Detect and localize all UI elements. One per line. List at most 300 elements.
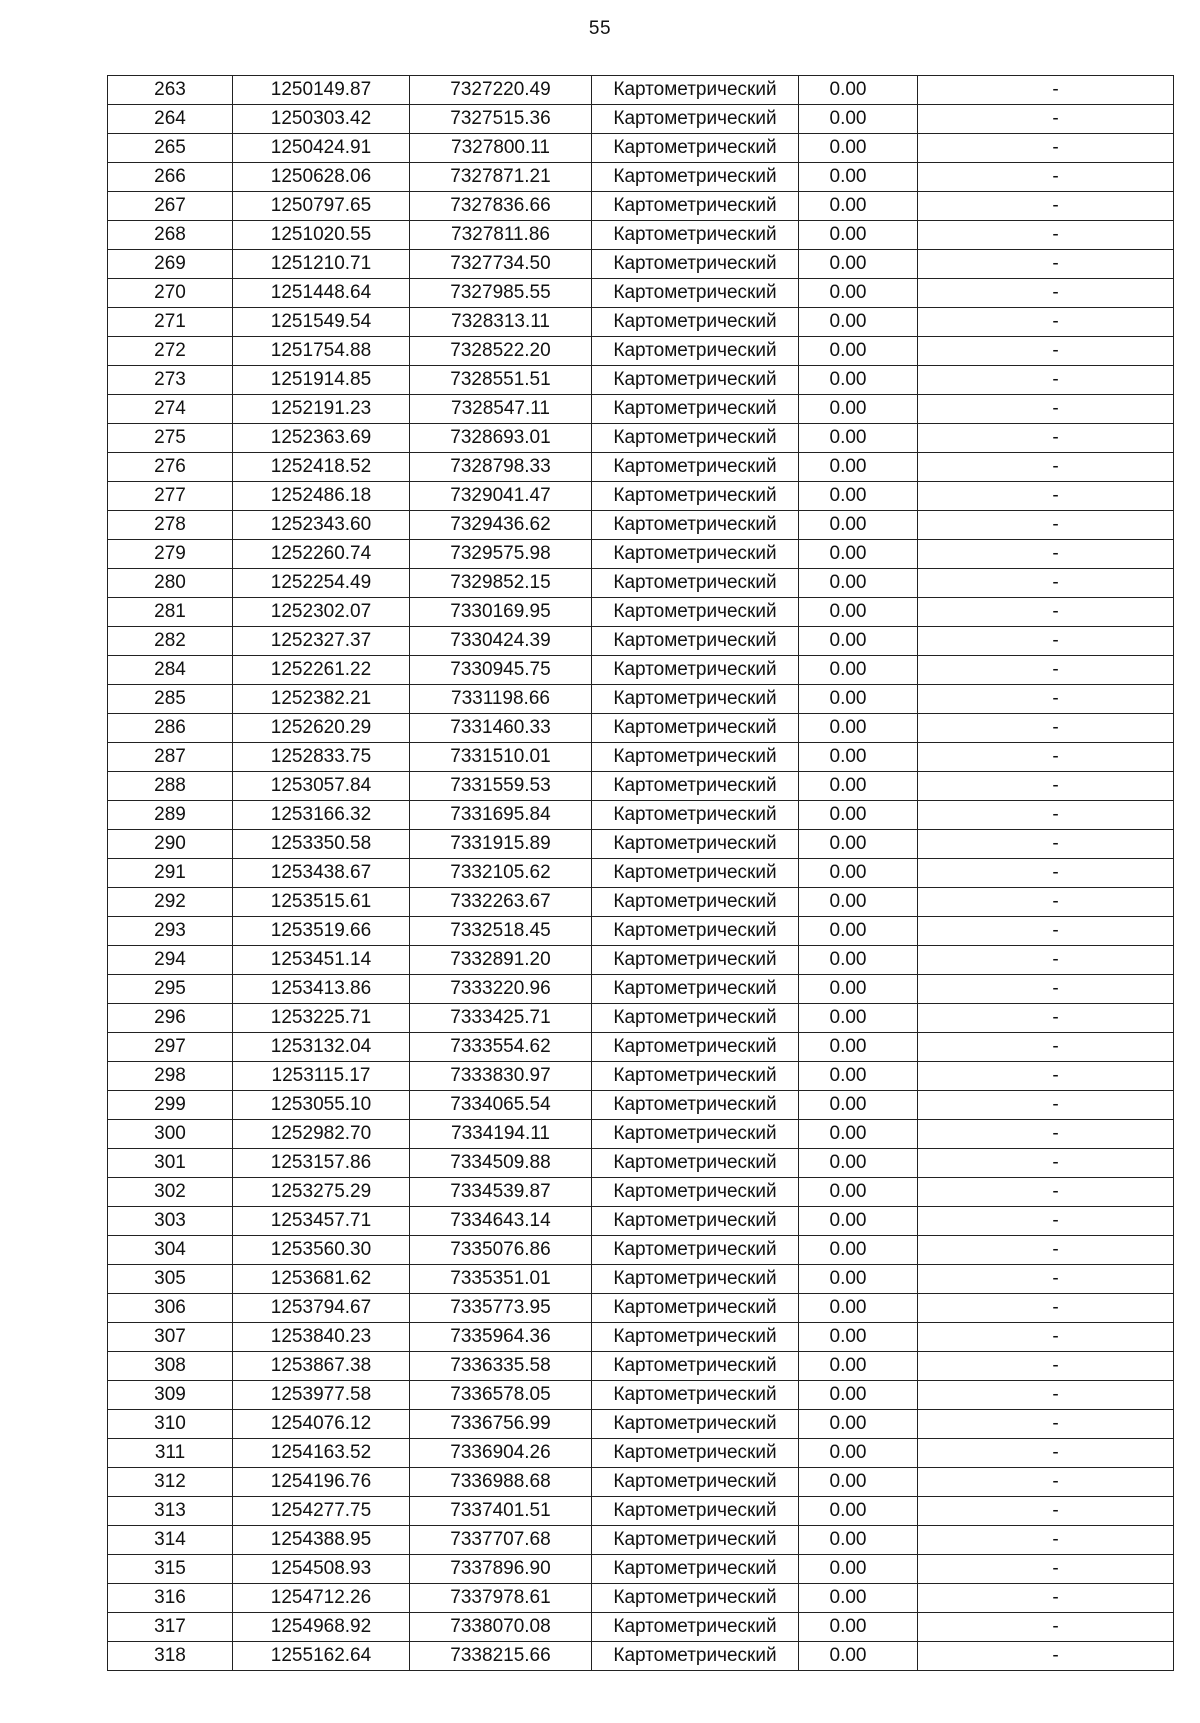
y-coordinate-cell: 7336335.58 (410, 1352, 592, 1381)
x-coordinate-cell: 1252486.18 (233, 482, 410, 511)
x-coordinate-cell: 1252363.69 (233, 424, 410, 453)
y-coordinate-cell: 7329436.62 (410, 511, 592, 540)
table-row (108, 888, 1174, 917)
y-coordinate-cell: 7327836.66 (410, 192, 592, 221)
method-cell: Картометрический (592, 743, 799, 772)
y-coordinate-cell: 7332263.67 (410, 888, 592, 917)
y-coordinate-cell: 7329852.15 (410, 569, 592, 598)
x-coordinate-cell: 1254508.93 (233, 1555, 410, 1584)
accuracy-cell: 0.00 (799, 685, 918, 714)
method-cell: Картометрический (592, 337, 799, 366)
x-coordinate-cell: 1252382.21 (233, 685, 410, 714)
description-cell: - (918, 946, 1174, 975)
x-coordinate-cell: 1254076.12 (233, 1410, 410, 1439)
description-cell: - (918, 1642, 1174, 1671)
y-coordinate-cell: 7328693.01 (410, 424, 592, 453)
accuracy-cell: 0.00 (799, 1468, 918, 1497)
point-number-cell: 286 (108, 714, 233, 743)
y-coordinate-cell: 7330169.95 (410, 598, 592, 627)
method-cell: Картометрический (592, 1381, 799, 1410)
y-coordinate-cell: 7333554.62 (410, 1033, 592, 1062)
description-cell: - (918, 1149, 1174, 1178)
accuracy-cell: 0.00 (799, 482, 918, 511)
method-cell: Картометрический (592, 1613, 799, 1642)
table-row (108, 482, 1174, 511)
y-coordinate-cell: 7334509.88 (410, 1149, 592, 1178)
description-cell: - (918, 1062, 1174, 1091)
description-cell: - (918, 366, 1174, 395)
table-row (108, 1294, 1174, 1323)
description-cell: - (918, 743, 1174, 772)
description-cell: - (918, 1555, 1174, 1584)
description-cell: - (918, 482, 1174, 511)
accuracy-cell: 0.00 (799, 1236, 918, 1265)
x-coordinate-cell: 1253166.32 (233, 801, 410, 830)
y-coordinate-cell: 7335773.95 (410, 1294, 592, 1323)
point-number-cell: 275 (108, 424, 233, 453)
table-row (108, 1207, 1174, 1236)
method-cell: Картометрический (592, 1207, 799, 1236)
table-row (108, 1526, 1174, 1555)
y-coordinate-cell: 7336756.99 (410, 1410, 592, 1439)
method-cell: Картометрический (592, 975, 799, 1004)
table-row (108, 1352, 1174, 1381)
y-coordinate-cell: 7329575.98 (410, 540, 592, 569)
x-coordinate-cell: 1250797.65 (233, 192, 410, 221)
point-number-cell: 297 (108, 1033, 233, 1062)
accuracy-cell: 0.00 (799, 134, 918, 163)
method-cell: Картометрический (592, 859, 799, 888)
x-coordinate-cell: 1252191.23 (233, 395, 410, 424)
method-cell: Картометрический (592, 1410, 799, 1439)
accuracy-cell: 0.00 (799, 714, 918, 743)
accuracy-cell: 0.00 (799, 1004, 918, 1033)
y-coordinate-cell: 7327515.36 (410, 105, 592, 134)
table-row (108, 569, 1174, 598)
accuracy-cell: 0.00 (799, 1178, 918, 1207)
x-coordinate-cell: 1253438.67 (233, 859, 410, 888)
accuracy-cell: 0.00 (799, 1642, 918, 1671)
x-coordinate-cell: 1251549.54 (233, 308, 410, 337)
point-number-cell: 269 (108, 250, 233, 279)
y-coordinate-cell: 7334194.11 (410, 1120, 592, 1149)
table-row (108, 975, 1174, 1004)
method-cell: Картометрический (592, 1062, 799, 1091)
point-number-cell: 311 (108, 1439, 233, 1468)
y-coordinate-cell: 7336904.26 (410, 1439, 592, 1468)
accuracy-cell: 0.00 (799, 888, 918, 917)
method-cell: Картометрический (592, 1004, 799, 1033)
x-coordinate-cell: 1252620.29 (233, 714, 410, 743)
accuracy-cell: 0.00 (799, 1033, 918, 1062)
table-row (108, 1381, 1174, 1410)
description-cell: - (918, 221, 1174, 250)
method-cell: Картометрический (592, 540, 799, 569)
accuracy-cell: 0.00 (799, 366, 918, 395)
accuracy-cell: 0.00 (799, 192, 918, 221)
x-coordinate-cell: 1254277.75 (233, 1497, 410, 1526)
page-number: 55 (588, 18, 612, 39)
table-row (108, 1468, 1174, 1497)
accuracy-cell: 0.00 (799, 801, 918, 830)
table-row (108, 1555, 1174, 1584)
x-coordinate-cell: 1253132.04 (233, 1033, 410, 1062)
y-coordinate-cell: 7337707.68 (410, 1526, 592, 1555)
method-cell: Картометрический (592, 395, 799, 424)
method-cell: Картометрический (592, 221, 799, 250)
y-coordinate-cell: 7331915.89 (410, 830, 592, 859)
y-coordinate-cell: 7331198.66 (410, 685, 592, 714)
accuracy-cell: 0.00 (799, 859, 918, 888)
method-cell: Картометрический (592, 627, 799, 656)
x-coordinate-cell: 1253515.61 (233, 888, 410, 917)
method-cell: Картометрический (592, 279, 799, 308)
x-coordinate-cell: 1253115.17 (233, 1062, 410, 1091)
point-number-cell: 272 (108, 337, 233, 366)
point-number-cell: 294 (108, 946, 233, 975)
description-cell: - (918, 830, 1174, 859)
y-coordinate-cell: 7332105.62 (410, 859, 592, 888)
point-number-cell: 277 (108, 482, 233, 511)
method-cell: Картометрический (592, 105, 799, 134)
method-cell: Картометрический (592, 830, 799, 859)
accuracy-cell: 0.00 (799, 627, 918, 656)
x-coordinate-cell: 1255162.64 (233, 1642, 410, 1671)
accuracy-cell: 0.00 (799, 975, 918, 1004)
table-row (108, 134, 1174, 163)
point-number-cell: 316 (108, 1584, 233, 1613)
accuracy-cell: 0.00 (799, 395, 918, 424)
table-row (108, 250, 1174, 279)
description-cell: - (918, 772, 1174, 801)
y-coordinate-cell: 7333220.96 (410, 975, 592, 1004)
table-row (108, 1613, 1174, 1642)
x-coordinate-cell: 1253977.58 (233, 1381, 410, 1410)
method-cell: Картометрический (592, 1120, 799, 1149)
point-number-cell: 281 (108, 598, 233, 627)
description-cell: - (918, 1410, 1174, 1439)
x-coordinate-cell: 1252302.07 (233, 598, 410, 627)
x-coordinate-cell: 1253457.71 (233, 1207, 410, 1236)
description-cell: - (918, 1613, 1174, 1642)
accuracy-cell: 0.00 (799, 1207, 918, 1236)
accuracy-cell: 0.00 (799, 105, 918, 134)
point-number-cell: 276 (108, 453, 233, 482)
description-cell: - (918, 279, 1174, 308)
x-coordinate-cell: 1251448.64 (233, 279, 410, 308)
point-number-cell: 298 (108, 1062, 233, 1091)
point-number-cell: 307 (108, 1323, 233, 1352)
method-cell: Картометрический (592, 308, 799, 337)
description-cell: - (918, 1323, 1174, 1352)
table-row (108, 279, 1174, 308)
point-number-cell: 271 (108, 308, 233, 337)
y-coordinate-cell: 7335076.86 (410, 1236, 592, 1265)
x-coordinate-cell: 1252833.75 (233, 743, 410, 772)
accuracy-cell: 0.00 (799, 76, 918, 105)
method-cell: Картометрический (592, 917, 799, 946)
point-number-cell: 306 (108, 1294, 233, 1323)
x-coordinate-cell: 1254196.76 (233, 1468, 410, 1497)
method-cell: Картометрический (592, 1352, 799, 1381)
x-coordinate-cell: 1252343.60 (233, 511, 410, 540)
y-coordinate-cell: 7329041.47 (410, 482, 592, 511)
x-coordinate-cell: 1253867.38 (233, 1352, 410, 1381)
method-cell: Картометрический (592, 801, 799, 830)
table-row (108, 1149, 1174, 1178)
table-row (108, 1323, 1174, 1352)
x-coordinate-cell: 1253519.66 (233, 917, 410, 946)
point-number-cell: 313 (108, 1497, 233, 1526)
description-cell: - (918, 1120, 1174, 1149)
method-cell: Картометрический (592, 511, 799, 540)
point-number-cell: 310 (108, 1410, 233, 1439)
accuracy-cell: 0.00 (799, 337, 918, 366)
x-coordinate-cell: 1253681.62 (233, 1265, 410, 1294)
y-coordinate-cell: 7328313.11 (410, 308, 592, 337)
table-row (108, 1091, 1174, 1120)
x-coordinate-cell: 1250628.06 (233, 163, 410, 192)
point-number-cell: 289 (108, 801, 233, 830)
y-coordinate-cell: 7327800.11 (410, 134, 592, 163)
description-cell: - (918, 859, 1174, 888)
description-cell: - (918, 192, 1174, 221)
table-row (108, 1033, 1174, 1062)
description-cell: - (918, 1091, 1174, 1120)
y-coordinate-cell: 7337896.90 (410, 1555, 592, 1584)
y-coordinate-cell: 7328551.51 (410, 366, 592, 395)
table-row (108, 801, 1174, 830)
description-cell: - (918, 1178, 1174, 1207)
accuracy-cell: 0.00 (799, 540, 918, 569)
x-coordinate-cell: 1252418.52 (233, 453, 410, 482)
method-cell: Картометрический (592, 1236, 799, 1265)
description-cell: - (918, 1236, 1174, 1265)
accuracy-cell: 0.00 (799, 743, 918, 772)
point-number-cell: 304 (108, 1236, 233, 1265)
point-number-cell: 265 (108, 134, 233, 163)
point-number-cell: 267 (108, 192, 233, 221)
method-cell: Картометрический (592, 1439, 799, 1468)
description-cell: - (918, 1439, 1174, 1468)
x-coordinate-cell: 1253840.23 (233, 1323, 410, 1352)
table-row (108, 685, 1174, 714)
accuracy-cell: 0.00 (799, 1497, 918, 1526)
table-row (108, 772, 1174, 801)
point-number-cell: 274 (108, 395, 233, 424)
accuracy-cell: 0.00 (799, 598, 918, 627)
point-number-cell: 290 (108, 830, 233, 859)
table-row (108, 76, 1174, 105)
table-row (108, 598, 1174, 627)
method-cell: Картометрический (592, 192, 799, 221)
y-coordinate-cell: 7330424.39 (410, 627, 592, 656)
method-cell: Картометрический (592, 1033, 799, 1062)
description-cell: - (918, 1207, 1174, 1236)
table-row (108, 308, 1174, 337)
accuracy-cell: 0.00 (799, 830, 918, 859)
y-coordinate-cell: 7338070.08 (410, 1613, 592, 1642)
method-cell: Картометрический (592, 772, 799, 801)
table-row (108, 163, 1174, 192)
method-cell: Картометрический (592, 366, 799, 395)
table-row (108, 1584, 1174, 1613)
method-cell: Картометрический (592, 569, 799, 598)
point-number-cell: 302 (108, 1178, 233, 1207)
description-cell: - (918, 801, 1174, 830)
description-cell: - (918, 308, 1174, 337)
table-row (108, 511, 1174, 540)
point-number-cell: 299 (108, 1091, 233, 1120)
description-cell: - (918, 685, 1174, 714)
y-coordinate-cell: 7337978.61 (410, 1584, 592, 1613)
point-number-cell: 315 (108, 1555, 233, 1584)
x-coordinate-cell: 1252254.49 (233, 569, 410, 598)
coordinates-table (107, 75, 1174, 1671)
accuracy-cell: 0.00 (799, 656, 918, 685)
x-coordinate-cell: 1254163.52 (233, 1439, 410, 1468)
table-row (108, 1062, 1174, 1091)
accuracy-cell: 0.00 (799, 250, 918, 279)
y-coordinate-cell: 7337401.51 (410, 1497, 592, 1526)
table-row (108, 1178, 1174, 1207)
description-cell: - (918, 627, 1174, 656)
description-cell: - (918, 1497, 1174, 1526)
accuracy-cell: 0.00 (799, 453, 918, 482)
point-number-cell: 282 (108, 627, 233, 656)
point-number-cell: 270 (108, 279, 233, 308)
y-coordinate-cell: 7331695.84 (410, 801, 592, 830)
method-cell: Картометрический (592, 1526, 799, 1555)
y-coordinate-cell: 7331510.01 (410, 743, 592, 772)
table-row (108, 424, 1174, 453)
description-cell: - (918, 540, 1174, 569)
point-number-cell: 318 (108, 1642, 233, 1671)
description-cell: - (918, 134, 1174, 163)
x-coordinate-cell: 1252260.74 (233, 540, 410, 569)
x-coordinate-cell: 1254968.92 (233, 1613, 410, 1642)
method-cell: Картометрический (592, 1497, 799, 1526)
coordinates-table-body (108, 76, 1174, 1671)
x-coordinate-cell: 1250303.42 (233, 105, 410, 134)
description-cell: - (918, 337, 1174, 366)
method-cell: Картометрический (592, 1584, 799, 1613)
table-row (108, 946, 1174, 975)
x-coordinate-cell: 1250149.87 (233, 76, 410, 105)
y-coordinate-cell: 7336578.05 (410, 1381, 592, 1410)
description-cell: - (918, 1526, 1174, 1555)
accuracy-cell: 0.00 (799, 1613, 918, 1642)
y-coordinate-cell: 7336988.68 (410, 1468, 592, 1497)
accuracy-cell: 0.00 (799, 1120, 918, 1149)
y-coordinate-cell: 7328798.33 (410, 453, 592, 482)
accuracy-cell: 0.00 (799, 772, 918, 801)
point-number-cell: 280 (108, 569, 233, 598)
y-coordinate-cell: 7334643.14 (410, 1207, 592, 1236)
x-coordinate-cell: 1252327.37 (233, 627, 410, 656)
table-row (108, 627, 1174, 656)
accuracy-cell: 0.00 (799, 1323, 918, 1352)
point-number-cell: 285 (108, 685, 233, 714)
table-row (108, 453, 1174, 482)
point-number-cell: 308 (108, 1352, 233, 1381)
method-cell: Картометрический (592, 424, 799, 453)
x-coordinate-cell: 1253057.84 (233, 772, 410, 801)
method-cell: Картометрический (592, 76, 799, 105)
x-coordinate-cell: 1253157.86 (233, 1149, 410, 1178)
method-cell: Картометрический (592, 888, 799, 917)
accuracy-cell: 0.00 (799, 221, 918, 250)
description-cell: - (918, 1468, 1174, 1497)
accuracy-cell: 0.00 (799, 1584, 918, 1613)
point-number-cell: 268 (108, 221, 233, 250)
x-coordinate-cell: 1253451.14 (233, 946, 410, 975)
accuracy-cell: 0.00 (799, 1149, 918, 1178)
point-number-cell: 291 (108, 859, 233, 888)
y-coordinate-cell: 7330945.75 (410, 656, 592, 685)
accuracy-cell: 0.00 (799, 1381, 918, 1410)
description-cell: - (918, 569, 1174, 598)
accuracy-cell: 0.00 (799, 1062, 918, 1091)
x-coordinate-cell: 1253413.86 (233, 975, 410, 1004)
table-row (108, 221, 1174, 250)
accuracy-cell: 0.00 (799, 917, 918, 946)
table-row (108, 1642, 1174, 1671)
accuracy-cell: 0.00 (799, 1439, 918, 1468)
x-coordinate-cell: 1252261.22 (233, 656, 410, 685)
x-coordinate-cell: 1251754.88 (233, 337, 410, 366)
table-row (108, 1265, 1174, 1294)
description-cell: - (918, 76, 1174, 105)
description-cell: - (918, 250, 1174, 279)
table-row (108, 1236, 1174, 1265)
x-coordinate-cell: 1252982.70 (233, 1120, 410, 1149)
method-cell: Картометрический (592, 1091, 799, 1120)
accuracy-cell: 0.00 (799, 308, 918, 337)
description-cell: - (918, 888, 1174, 917)
point-number-cell: 263 (108, 76, 233, 105)
point-number-cell: 317 (108, 1613, 233, 1642)
x-coordinate-cell: 1253794.67 (233, 1294, 410, 1323)
accuracy-cell: 0.00 (799, 946, 918, 975)
accuracy-cell: 0.00 (799, 569, 918, 598)
point-number-cell: 300 (108, 1120, 233, 1149)
description-cell: - (918, 105, 1174, 134)
point-number-cell: 292 (108, 888, 233, 917)
point-number-cell: 287 (108, 743, 233, 772)
accuracy-cell: 0.00 (799, 279, 918, 308)
method-cell: Картометрический (592, 1642, 799, 1671)
table-row (108, 656, 1174, 685)
y-coordinate-cell: 7334539.87 (410, 1178, 592, 1207)
x-coordinate-cell: 1253225.71 (233, 1004, 410, 1033)
method-cell: Картометрический (592, 1323, 799, 1352)
y-coordinate-cell: 7332891.20 (410, 946, 592, 975)
table-row (108, 192, 1174, 221)
y-coordinate-cell: 7334065.54 (410, 1091, 592, 1120)
point-number-cell: 296 (108, 1004, 233, 1033)
method-cell: Картометрический (592, 598, 799, 627)
table-row (108, 1439, 1174, 1468)
description-cell: - (918, 424, 1174, 453)
description-cell: - (918, 714, 1174, 743)
y-coordinate-cell: 7335964.36 (410, 1323, 592, 1352)
accuracy-cell: 0.00 (799, 1352, 918, 1381)
method-cell: Картометрический (592, 685, 799, 714)
point-number-cell: 309 (108, 1381, 233, 1410)
accuracy-cell: 0.00 (799, 1265, 918, 1294)
accuracy-cell: 0.00 (799, 1294, 918, 1323)
